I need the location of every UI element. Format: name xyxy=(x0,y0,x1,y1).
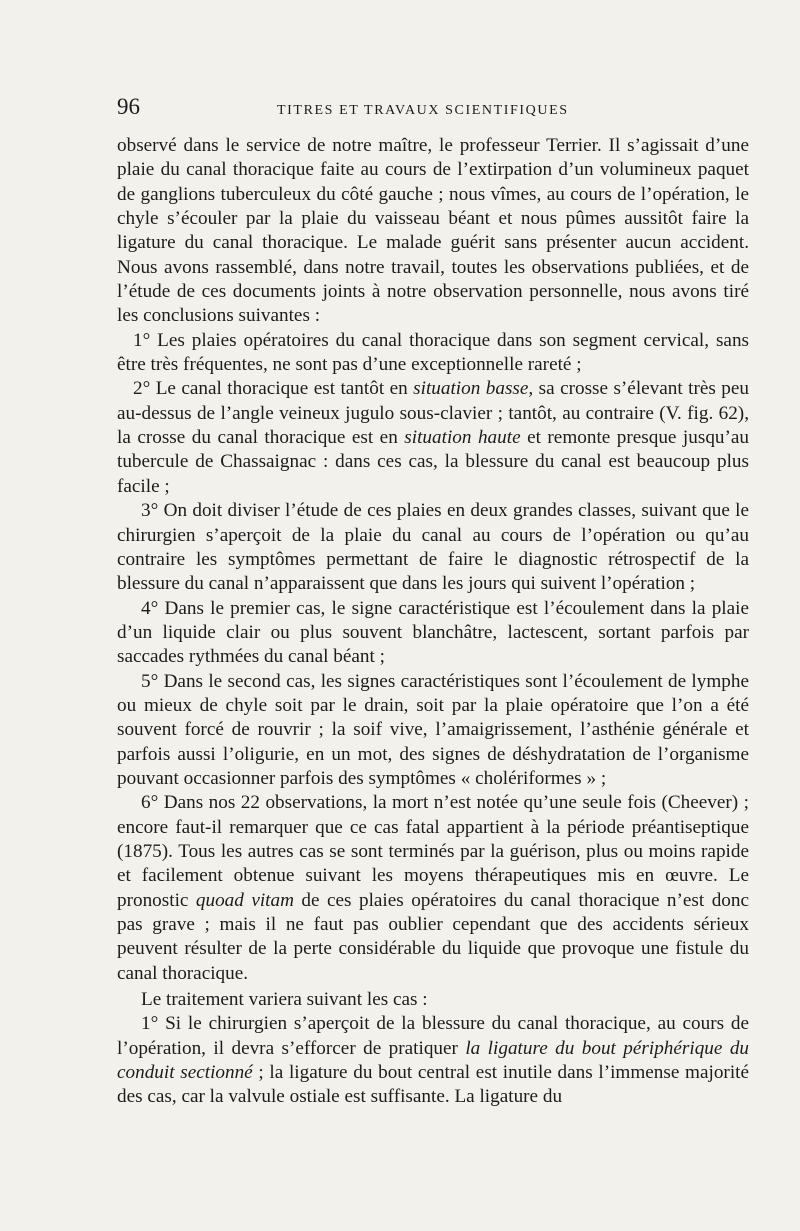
paragraph xyxy=(117,499,749,596)
text-run: 5° Dans le second cas, les signes caractéristiques sont l’écoulement de lymphe ou mieux de chyle soit par le drain, soit par la plaie opératoire que l’on a été souvent forcé de rouvrir ; la soif vive, l’amaigrissement, l’asthénie générale et parfois aussi l’oligurie, en un mot, des signes de déshydratation de l’organisme pouvant occasionner parfois des symptômes « cholériformes » ; xyxy=(117,670,749,789)
text-run: et remonte presque jusqu’au tubercule de Chassaignac : dans ces cas, la blessure du canal est beaucoup plus facile ; xyxy=(117,427,750,497)
body-text xyxy=(117,134,749,1110)
paragraph xyxy=(117,988,749,1012)
paragraph xyxy=(117,791,749,986)
text-run: ; la ligature du bout central est inutile dans l’immense majorité des cas, car la valvule ostiale est suffisante. La ligature du xyxy=(117,1062,749,1108)
page-number: 96 xyxy=(117,94,140,119)
text-run: Le traitement variera suivant les cas : xyxy=(141,989,428,1011)
paragraph xyxy=(117,597,749,670)
paragraph xyxy=(117,1012,749,1109)
page-header xyxy=(117,94,747,120)
text-run: sa crosse s’élevant très peu au-dessus de l’angle veineux jugulo sous-clavier ; tantôt, au contraire (V. fig. 62), la crosse du canal thoracique est en xyxy=(117,378,749,449)
text-run: 1° Si le chirurgien s’aperçoit de la blessure du canal thoracique, au cours de l’opération, il devra s’efforcer de pratiquer xyxy=(117,1013,749,1059)
running-title: TITRES ET TRAVAUX SCIENTIFIQUES xyxy=(277,103,569,118)
paragraph xyxy=(117,329,749,378)
text-run: 1° Les plaies opératoires du canal thoracique dans son segment cervical, sans être très fréquentes, ne sont pas d’une exceptionnelle rareté ; xyxy=(117,329,749,376)
text-run: de ces plaies opératoires du canal thoracique n’est donc pas grave ; mais il ne faut pas oublier cependant que des accidents sérieux peuvent résulter de la perte considérable du liquide que provoque une fistule du canal thoracique. xyxy=(117,889,749,984)
italic-term: situation haute xyxy=(404,427,521,449)
italic-term: quoad vitam xyxy=(195,889,294,911)
text-run: 4° Dans le premier cas, le signe caractéristique est l’écoulement dans la plaie d’un liquide clair ou plus souvent blanchâtre, lactescent, sortant parfois par saccades rythmées du canal béant ; xyxy=(117,597,749,668)
text-run: 6° Dans nos 22 observations, la mort n’est notée qu’une seule fois (Cheever) ; encore faut-il remarquer que ce cas fatal appartient à la période préantiseptique (1875). Tous les autres cas se sont terminés par la guérison, plus ou moins rapide et facilement obtenue suivant les moyens thérapeutiques mis en œuvre. Le pronostic xyxy=(117,792,749,911)
text-run: observé dans le service de notre maître, le professeur Terrier. Il s’agissait d’une plaie du canal thoracique faite au cours de l’extirpation d’un volumineux paquet de ganglions tuberculeux du côté gauche ; nous vîmes, au cours de l’opération, le chyle s’écouler par la plaie du vaisseau béant et nous pûmes aussitôt faire la ligature du canal thoracique. Le malade guérit sans présenter aucun accident. Nous avons rassemblé, dans notre travail, toutes les observations publiées, et de l’étude de ces documents joints à notre observation personnelle, nous avons tiré les conclusions suivantes : xyxy=(117,135,749,327)
paragraph xyxy=(117,134,749,329)
paragraph xyxy=(117,377,749,499)
italic-term: situation basse, xyxy=(413,378,534,400)
paragraph xyxy=(117,670,749,792)
text-run: 3° On doit diviser l’étude de ces plaies en deux grandes classes, suivant que le chirurgien s’aperçoit de la plaie du canal au cours de l’opération ou qu’au contraire les symptômes permettant de faire le diagnostic rétrospectif de la blessure du canal n’apparaissent que dans les jours qui suivent l’opération ; xyxy=(117,500,749,595)
italic-term: la ligature du bout périphérique du conduit sectionné xyxy=(117,1037,750,1084)
text-run: 2° Le canal thoracique est tantôt en xyxy=(133,378,414,400)
